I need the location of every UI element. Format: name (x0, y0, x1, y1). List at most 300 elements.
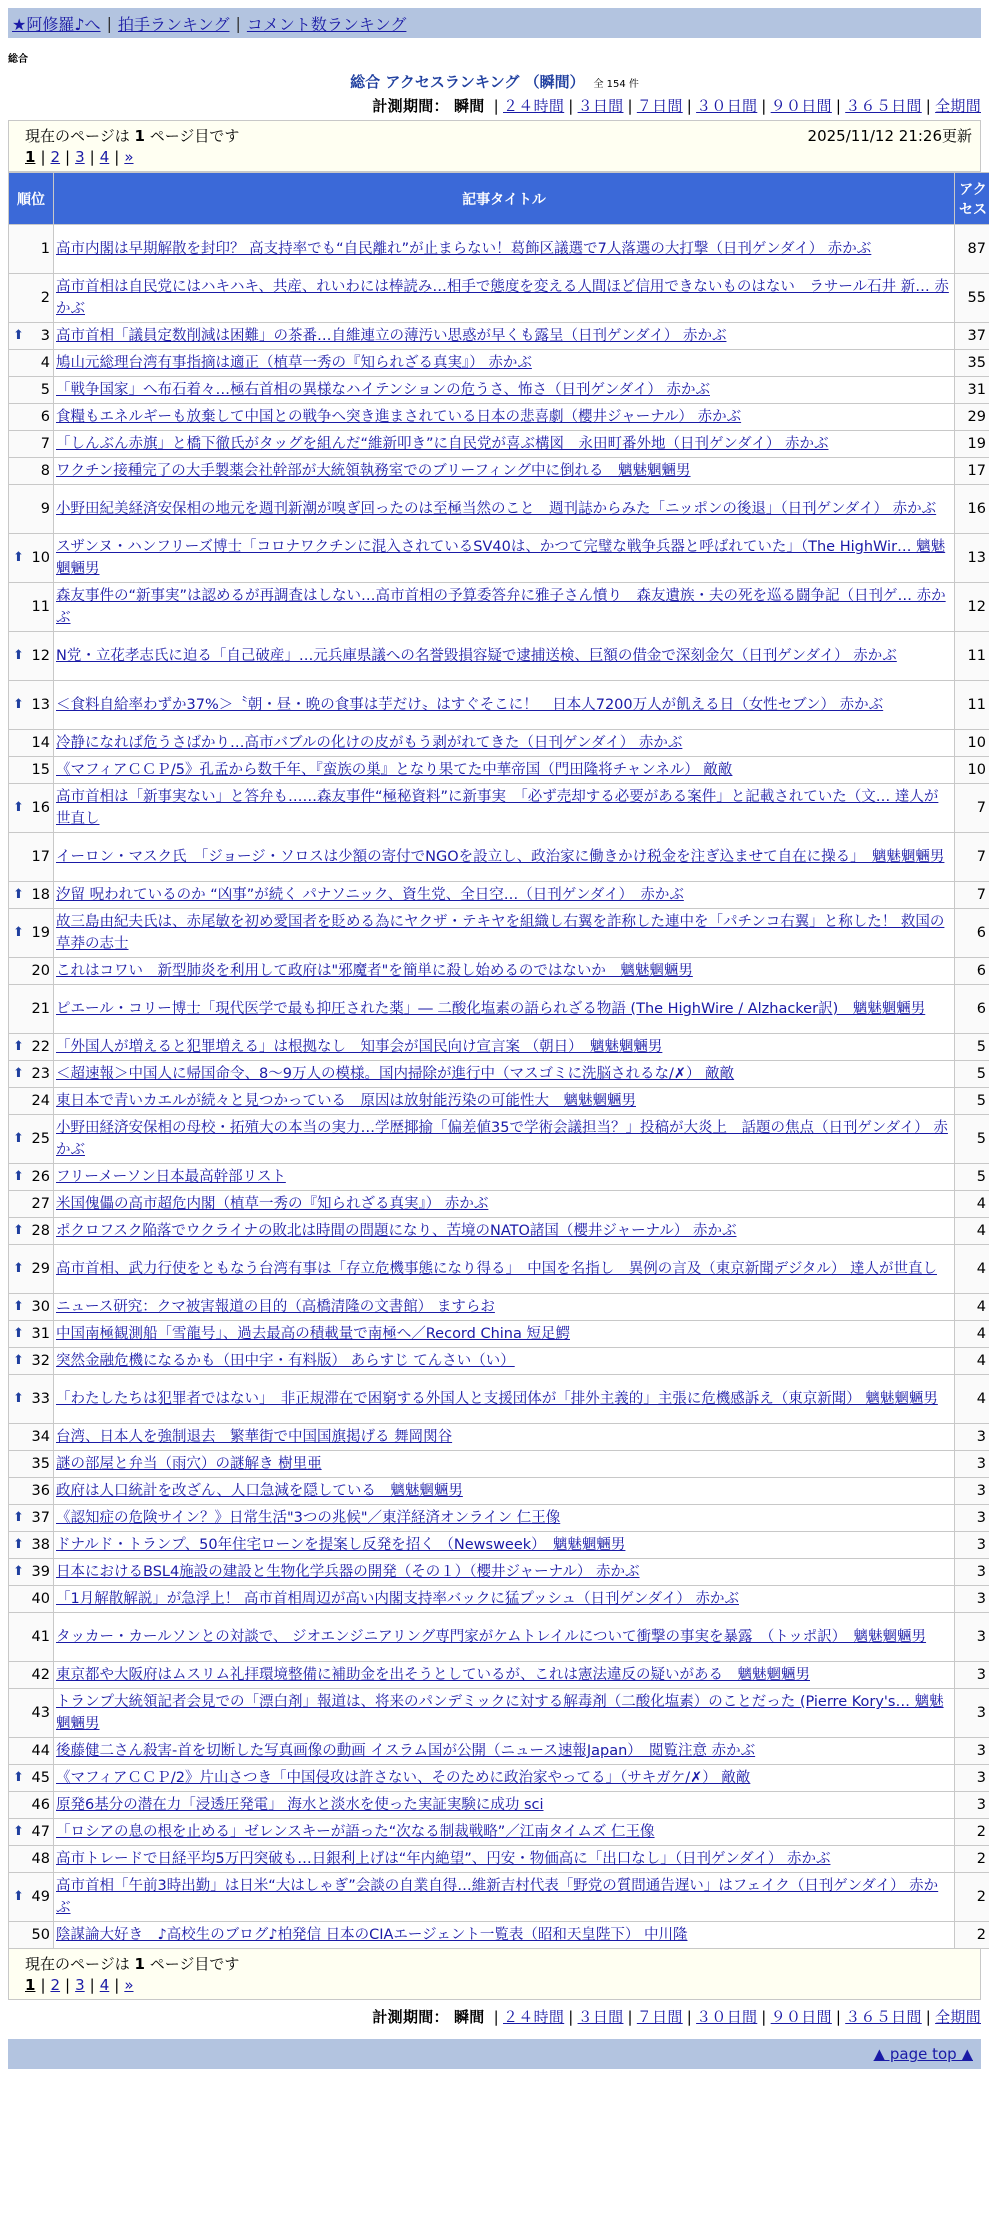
table-row (9, 350, 989, 377)
article-title-link[interactable]: 《マフィアＣＣＰ/5》孔孟から数千年、『蛮族の巣』となり果てた中華帝国（門田隆将チャンネル） 敵敵 (56, 762, 733, 778)
rank-up-arrow-icon: ⬆ (13, 1066, 24, 1081)
title-cell (54, 1218, 955, 1245)
title-cell (54, 1348, 955, 1375)
rank-number: 10 (31, 550, 50, 566)
rank-cell (9, 632, 54, 681)
rank-cell (9, 1191, 54, 1218)
footer-bar (8, 2039, 981, 2069)
rank-number: 20 (31, 963, 50, 979)
rank-up-arrow-icon: ⬆ (13, 1299, 24, 1314)
article-title-link[interactable]: イーロン・マスク氏 「ジョージ・ソロスは少額の寄付でNGOを設立し、政治家に働きかけ税金を注ぎ込ませて自在に操る」 魑魅魍魎男 (56, 849, 945, 865)
pagination-bottom (8, 1949, 981, 2000)
updated-timestamp: 2025/11/12 21:26更新 (807, 126, 972, 145)
period-separator: | (761, 97, 767, 115)
access-count-cell: 2 (955, 1846, 989, 1873)
title-cell (54, 1088, 955, 1115)
rank-up-arrow-icon: ⬆ (13, 648, 24, 663)
rank-cell (9, 1061, 54, 1088)
category-label: 総合 (8, 54, 28, 65)
article-title-link[interactable]: 東京都や大阪府はムスリム礼拝環境整備に補助金を出そうとしているが、これは憲法違反の疑いがある 魑魅魍魎男 (56, 1667, 810, 1683)
rank-number: 44 (31, 1743, 50, 1759)
rank-number: 45 (31, 1770, 50, 1786)
article-title-link[interactable]: スザンヌ・ハンフリーズ博士「コロナワクチンに混入されているSV40は、かつて完璧な戦争兵器と呼ばれていた」（The HighWir… 魑魅魍魎男 (56, 539, 946, 577)
access-count-cell: 5 (955, 1115, 989, 1164)
rank-cell (9, 1294, 54, 1321)
article-title-link[interactable]: トランプ大統領記者会見での「漂白剤」報道は、将来のパンデミックに対する解毒剤（二酸化塩素）のことだった (Pierre Kory's… 魑魅魍魎男 (56, 1694, 944, 1732)
rank-cell (9, 1792, 54, 1819)
rank-number: 13 (31, 697, 50, 713)
period-separator: | (925, 2008, 932, 2026)
title-cell (54, 1294, 955, 1321)
title-cell (54, 1765, 955, 1792)
article-title-link[interactable]: 原発6基分の潜在力「浸透圧発電」 海水と淡水を使った実証実験に成功 sci (56, 1797, 544, 1813)
rank-cell (9, 1846, 54, 1873)
article-title-link[interactable]: 高市首相、武力行使をともなう台湾有事は「存立危機事態になり得る」 中国を名指し 異例の言及（東京新聞デジタル） 達人が世直し (56, 1261, 937, 1277)
rank-number: 6 (40, 409, 50, 425)
rank-cell (9, 1218, 54, 1245)
title-cell (54, 1922, 955, 1949)
table-row (9, 1559, 989, 1586)
table-row (9, 757, 989, 784)
table-row (9, 431, 989, 458)
rank-cell (9, 730, 54, 757)
table-row (9, 1586, 989, 1613)
title-cell (54, 1034, 955, 1061)
table-row (9, 1478, 989, 1505)
article-title-link[interactable]: 「ロシアの息の根を止める」ゼレンスキーが語った“次なる制裁戦略”／江南タイムズ 仁王像 (56, 1824, 655, 1840)
article-title-link[interactable]: ピエール・コリー博士「現代医学で最も抑圧された薬」― 二酸化塩素の語られざる物語 (The HighWire / Alzhacker訳) 魑魅魍魎男 (56, 1001, 926, 1017)
article-title-link[interactable]: ドナルド・トランプ、50年住宅ローンを提案し反発を招く （Newsweek） 魑魅魍魎男 (56, 1537, 626, 1553)
access-count-cell: 3 (955, 1613, 989, 1662)
table-row (9, 485, 989, 534)
rank-cell (9, 1738, 54, 1765)
article-title-link[interactable]: 「外国人が増えると犯罪増える」は根拠なし 知事会が国民向け宣言案 （朝日） 魑魅魍魎男 (56, 1039, 663, 1055)
access-count-cell: 3 (955, 1662, 989, 1689)
period-link[interactable]: ９０日間 (770, 97, 832, 115)
page-top-link[interactable]: ▲ page top ▲ (873, 2045, 973, 2063)
page-link[interactable]: 2 (50, 1976, 61, 1994)
table-row (9, 1034, 989, 1061)
nav-separator: | (106, 13, 112, 33)
rank-cell (9, 1613, 54, 1662)
table-row (9, 1873, 989, 1922)
table-row (9, 1191, 989, 1218)
article-title-link[interactable]: フリーメーソン日本最高幹部リスト (56, 1169, 286, 1185)
period-link[interactable]: ３日間 (577, 97, 624, 115)
table-row (9, 1532, 989, 1559)
rank-cell (9, 1088, 54, 1115)
period-separator: | (493, 2008, 499, 2026)
article-title-link[interactable]: ワクチン接種完了の大手製薬会社幹部が大統領執務室でのブリーフィング中に倒れる 魑魅魍魎男 (56, 463, 691, 479)
period-separator: | (686, 2008, 693, 2026)
article-title-link[interactable]: 後藤健二さん殺害-首を切断した写真画像の動画 イスラム国が公開（ニュース速報Japan） 閲覧注意 赤かぶ (56, 1743, 756, 1759)
access-count-cell: 31 (955, 377, 989, 404)
period-link[interactable]: ２４時間 (503, 2008, 565, 2026)
rank-cell (9, 1348, 54, 1375)
title-cell (54, 534, 955, 583)
period-link[interactable]: ３６５日間 (845, 97, 922, 115)
table-row (9, 632, 989, 681)
title-cell (54, 485, 955, 534)
clap-ranking-link[interactable]: 拍手ランキング (117, 14, 230, 34)
article-title-link[interactable]: これはコワい 新型肺炎を利用して政府は"邪魔者"を簡単に殺し始めるのではないか 魑魅魍魎男 (56, 963, 693, 979)
rank-cell (9, 1375, 54, 1424)
period-separator: | (686, 97, 693, 115)
article-title-link[interactable]: 高市首相「議員定数削減は困難」の茶番…自維連立の薄汚い思惑が早くも露呈（日刊ゲンダイ） 赤かぶ (56, 328, 727, 344)
title-cell (54, 1191, 955, 1218)
table-row (9, 1689, 989, 1738)
table-row (9, 274, 989, 323)
rank-number: 1 (40, 241, 50, 257)
period-link[interactable]: ３０日間 (696, 2008, 758, 2026)
rank-cell (9, 909, 54, 958)
period-link[interactable]: ７日間 (636, 97, 683, 115)
rank-up-arrow-icon: ⬆ (13, 1131, 24, 1146)
title-cell (54, 377, 955, 404)
access-count-cell: 3 (955, 1792, 989, 1819)
table-row (9, 225, 989, 274)
page-link[interactable]: 3 (75, 1976, 85, 1994)
period-link[interactable]: ９０日間 (770, 2008, 832, 2026)
table-row (9, 404, 989, 431)
article-title-link[interactable]: 高市内閣は早期解散を封印？ 高支持率でも“自民離れ”が止まらない！葛飾区議選で7人落選の大打撃（日刊ゲンダイ） 赤かぶ (56, 241, 872, 257)
article-title-link[interactable]: 「1月解散解説」が急浮上！ 高市首相周辺が高い内閣支持率バックに猛プッシュ（日刊ゲンダイ） 赤かぶ (56, 1591, 739, 1607)
access-count-cell: 6 (955, 958, 989, 985)
article-title-link[interactable]: 日本におけるBSL4施設の建設と生物化学兵器の開発（その１）（櫻井ジャーナル） 赤かぶ (56, 1564, 640, 1580)
period-separator: | (835, 2008, 842, 2026)
article-title-link[interactable]: 「戦争国家」へ布石着々…極右首相の異様なハイテンションの危うさ、怖さ（日刊ゲンダイ） 赤かぶ (56, 382, 710, 398)
title-cell (54, 1115, 955, 1164)
title-cell (54, 958, 955, 985)
article-title-link[interactable]: 故三島由紀夫氏は、赤尾敏を初め愛国者を貶める為にヤクザ・テキヤを組織し右翼を詐称した連中を「パチンコ右翼」と称した！ 救国の草莽の志士 (56, 914, 945, 952)
rank-number: 21 (31, 1001, 50, 1017)
article-title-link[interactable]: 鳩山元総理台湾有事指摘は適正（植草一秀の『知られざる真実』） 赤かぶ (56, 355, 532, 371)
table-row (9, 1321, 989, 1348)
access-count-cell: 10 (955, 757, 989, 784)
access-count-cell: 11 (955, 632, 989, 681)
page-link[interactable]: 2 (50, 148, 61, 166)
table-row (9, 1505, 989, 1532)
rank-cell (9, 882, 54, 909)
article-title-link[interactable]: ニュース研究：クマ被害報道の目的（高橋清隆の文書館） ますらお (56, 1299, 495, 1315)
article-title-link[interactable]: 「わたしたちは犯罪者ではない」 非正規滞在で困窮する外国人と支援団体が「排外主義的」主張に危機感訴え（東京新聞） 魑魅魍魎男 (56, 1391, 938, 1407)
access-count-cell: 3 (955, 1505, 989, 1532)
title-cell (54, 404, 955, 431)
rank-up-arrow-icon: ⬆ (13, 1391, 24, 1406)
table-row (9, 1218, 989, 1245)
page-link[interactable]: 4 (99, 1976, 110, 1994)
access-count-cell: 3 (955, 1765, 989, 1792)
access-count-cell: 87 (955, 225, 989, 274)
rank-number: 35 (31, 1456, 50, 1472)
rank-number: 12 (31, 648, 50, 664)
access-count-cell: 5 (955, 1164, 989, 1191)
access-count-cell: 16 (955, 485, 989, 534)
rank-up-arrow-icon: ⬆ (13, 1564, 24, 1579)
article-title-link[interactable]: ＜超速報＞中国人に帰国命令、8～9万人の模様。国内掃除が進行中（マスゴミに洗脳されるな/✗） 敵敵 (56, 1066, 735, 1082)
period-selector-bottom (0, 2006, 981, 2027)
page-separator: | (40, 148, 46, 166)
rank-up-arrow-icon: ⬆ (13, 550, 24, 565)
access-count-cell: 6 (955, 985, 989, 1034)
rank-number: 27 (31, 1196, 50, 1212)
table-row (9, 1088, 989, 1115)
rank-up-arrow-icon: ⬆ (13, 1537, 24, 1552)
access-count-cell: 37 (955, 323, 989, 350)
title-cell (54, 225, 955, 274)
article-title-link[interactable]: 台湾、日本人を強制退去 繁華街で中国国旗掲げる 舞岡関谷 (56, 1429, 453, 1445)
rank-number: 47 (31, 1824, 50, 1840)
rank-up-arrow-icon: ⬆ (13, 925, 24, 940)
page-separator: | (114, 148, 120, 166)
access-count-cell: 12 (955, 583, 989, 632)
table-row (9, 1819, 989, 1846)
rank-number: 14 (31, 735, 50, 751)
page-link-current: 1 (25, 148, 36, 166)
rank-cell (9, 681, 54, 730)
period-separator: | (627, 2008, 633, 2026)
article-title-link[interactable]: 汐留 呪われているのか “凶事”が続く パナソニック、資生党、全日空…（日刊ゲンダイ） 赤かぶ (56, 887, 684, 903)
access-count-cell: 3 (955, 1559, 989, 1586)
title-cell (54, 1559, 955, 1586)
title-cell (54, 583, 955, 632)
article-title-link[interactable]: 《認知症の危険サイン？》日常生活"3つの兆候"／東洋経済オンライン 仁王像 (56, 1510, 561, 1526)
article-title-link[interactable]: 高市首相「午前3時出勤」は日米“大はしゃぎ”会談の自業自得…維新吉村代表「野党の質問通告遅い」はフェイク（日刊ゲンダイ） 赤かぶ (56, 1878, 939, 1916)
table-row (9, 377, 989, 404)
rank-number: 9 (40, 501, 50, 517)
rank-number: 48 (31, 1851, 50, 1867)
article-title-link[interactable]: 高市首相は「新事実ない」と答弁も……森友事件“極秘資料”に新事実 「必ず売却する必要がある案件」と記載されていた（文… 達人が世直し (56, 789, 939, 827)
rank-number: 36 (31, 1483, 50, 1499)
table-row (9, 1792, 989, 1819)
article-title-link[interactable]: ポクロフスク陥落でウクライナの敗北は時間の問題になり、苦境のNATO諸国（櫻井ジャーナル） 赤かぶ (56, 1223, 737, 1239)
page-separator: | (65, 1976, 71, 1994)
period-current: 瞬間 (453, 97, 485, 115)
rank-number: 19 (31, 925, 50, 941)
next-page-link[interactable]: » (124, 148, 134, 166)
page-link[interactable]: 3 (75, 148, 85, 166)
rank-up-arrow-icon: ⬆ (13, 1223, 24, 1238)
table-row (9, 1662, 989, 1689)
current-page-text: 現在のページは 1 ページ目です (25, 126, 240, 145)
rank-number: 50 (31, 1927, 50, 1943)
rank-cell (9, 1559, 54, 1586)
title-cell (54, 909, 955, 958)
article-title-link[interactable]: 《マフィアＣＣＰ/2》片山さつき「中国侵攻は許さない、そのために政治家やってる」（サキガケ/✗） 敵敵 (56, 1770, 751, 1786)
access-count-cell: 3 (955, 1451, 989, 1478)
period-link[interactable]: ３０日間 (696, 97, 758, 115)
period-separator: | (493, 97, 499, 115)
table-row (9, 534, 989, 583)
period-separator: | (627, 97, 633, 115)
period-link[interactable]: 全期間 (935, 97, 981, 115)
access-count-cell: 29 (955, 404, 989, 431)
title-cell (54, 1846, 955, 1873)
table-row (9, 882, 989, 909)
title-cell (54, 1586, 955, 1613)
article-title-link[interactable]: タッカー・カールソンとの対談で、 ジオエンジニアリング専門家がケムトレイルについて衝撃の事実を暴露 （トッポ訳） 魑魅魍魎男 (56, 1629, 927, 1645)
page-separator: | (40, 1976, 46, 1994)
article-title-link[interactable]: 冷静になれば危うさばかり…高市バブルの化けの皮がもう剥がれてきた（日刊ゲンダイ） 赤かぶ (56, 735, 683, 751)
rank-number: 29 (31, 1261, 50, 1277)
current-page-text: 現在のページは 1 ページ目です (25, 1954, 240, 1973)
table-row (9, 1738, 989, 1765)
access-count-cell: 5 (955, 1088, 989, 1115)
table-row (9, 1294, 989, 1321)
table-row (9, 1765, 989, 1792)
article-title-link[interactable]: 森友事件の“新事実”は認めるが再調査はしない…高市首相の予算委答弁に雅子さん憤り 森友遺族・夫の死を巡る闘争記（日刊ゲ… 赤かぶ (56, 588, 946, 626)
access-count-cell: 19 (955, 431, 989, 458)
access-count-cell: 55 (955, 274, 989, 323)
article-title-link[interactable]: 「しんぶん赤旗」と橋下徹氏がタッグを組んだ“維新叩き”に自民党が喜ぶ構図 永田町番外地（日刊ゲンダイ） 赤かぶ (56, 436, 829, 452)
period-label: 計測期間： (372, 97, 449, 115)
rank-cell (9, 350, 54, 377)
article-title-link[interactable]: 高市トレードで日経平均5万円突破も…日銀利上げは“年内絶望”、円安・物価高に「出口なし」（日刊ゲンダイ） 赤かぶ (56, 1851, 831, 1867)
rank-number: 30 (31, 1299, 50, 1315)
article-title-link[interactable]: 食糧もエネルギーも放棄して中国との戦争へ突き進まされている日本の悲喜劇（櫻井ジャーナル） 赤かぶ (56, 409, 742, 425)
title-cell (54, 350, 955, 377)
rank-number: 7 (40, 436, 50, 452)
table-row (9, 1348, 989, 1375)
rank-number: 2 (40, 290, 50, 306)
next-page-link[interactable]: » (124, 1976, 134, 1994)
title-cell (54, 1061, 955, 1088)
rank-cell (9, 1164, 54, 1191)
title-cell (54, 458, 955, 485)
article-title-link[interactable]: 突然金融危機になるかも（田中宇・有料版） あらすじ てんさい（い） (56, 1353, 515, 1369)
article-title-link[interactable]: 謎の部屋と弁当（雨穴）の謎解き 樹里亜 (56, 1456, 322, 1472)
rank-number: 15 (31, 762, 50, 778)
period-link[interactable]: ３６５日間 (845, 2008, 922, 2026)
rank-cell (9, 1115, 54, 1164)
page-separator: | (114, 1976, 120, 1994)
article-title-link[interactable]: 中国南極観測船「雪龍号」、過去最高の積載量で南極へ／Record China 短足鰐 (56, 1326, 570, 1342)
title-cell (54, 1819, 955, 1846)
article-title-link[interactable]: ＜食料自給率わずか37%＞〝朝・昼・晩の食事は芋だけ〟はすぐそこに！ 日本人7200万人が飢える日（女性セブン） 赤かぶ (56, 697, 884, 713)
access-count-cell: 4 (955, 1191, 989, 1218)
rank-up-arrow-icon: ⬆ (13, 1353, 24, 1368)
period-separator: | (835, 97, 842, 115)
access-count-cell: 3 (955, 1478, 989, 1505)
rank-number: 37 (31, 1510, 50, 1526)
table-row (9, 784, 989, 833)
title-cell (54, 1505, 955, 1532)
article-title-link[interactable]: 東日本で青いカエルが続々と見つかっている 原因は放射能汚染の可能性大 魑魅魍魎男 (56, 1093, 636, 1109)
article-title-link[interactable]: N党・立花孝志氏に迫る「自己破産」…元兵庫県議への名誉毀損容疑で逮捕送検、巨額の借金で深刻金欠（日刊ゲンダイ） 赤かぶ (56, 648, 897, 664)
article-title-link[interactable]: 米国傀儡の高市超危内閣（植草一秀の『知られざる真実』） 赤かぶ (56, 1196, 489, 1212)
rank-number: 49 (31, 1889, 50, 1905)
access-count-cell: 5 (955, 1061, 989, 1088)
table-row (9, 1115, 989, 1164)
page-link-current: 1 (25, 1976, 36, 1994)
title-cell (54, 757, 955, 784)
period-link[interactable]: 全期間 (935, 2008, 981, 2026)
rank-up-arrow-icon: ⬆ (13, 328, 24, 343)
page-links (25, 1974, 972, 1996)
rank-up-arrow-icon: ⬆ (13, 1326, 24, 1341)
rank-cell (9, 1245, 54, 1294)
rank-number: 43 (31, 1705, 50, 1721)
title-cell (54, 1451, 955, 1478)
table-row (9, 1613, 989, 1662)
rank-cell (9, 1478, 54, 1505)
article-title-link[interactable]: 小野田経済安保相の母校・拓殖大の本当の実力…学歴揶揄「偏差値35で学術会議担当？」投稿が大炎上 話題の焦点（日刊ゲンダイ） 赤かぶ (56, 1120, 948, 1158)
title-cell (54, 1478, 955, 1505)
table-row (9, 1424, 989, 1451)
rank-cell (9, 485, 54, 534)
article-title-link[interactable]: 政府は人口統計を改ざん、人口急減を隠している 魑魅魍魎男 (56, 1483, 463, 1499)
rank-number: 31 (31, 1326, 50, 1342)
rank-number: 4 (40, 355, 50, 371)
title-cell (54, 1613, 955, 1662)
period-link[interactable]: ３日間 (577, 2008, 624, 2026)
title-cell (54, 1532, 955, 1559)
rank-cell (9, 323, 54, 350)
rank-number: 23 (31, 1066, 50, 1082)
rank-number: 18 (31, 887, 50, 903)
title-cell (54, 1164, 955, 1191)
access-count-cell: 6 (955, 909, 989, 958)
access-count-cell: 17 (955, 458, 989, 485)
access-count-cell: 3 (955, 1738, 989, 1765)
rank-up-arrow-icon: ⬆ (13, 1889, 24, 1904)
title-cell (54, 1375, 955, 1424)
rank-number: 11 (31, 599, 50, 615)
comment-ranking-link[interactable]: コメント数ランキング (246, 14, 407, 34)
access-count-cell: 3 (955, 1532, 989, 1559)
asyura-home-link[interactable]: ★阿修羅♪へ (12, 14, 101, 34)
rank-cell (9, 274, 54, 323)
rank-up-arrow-icon: ⬆ (13, 697, 24, 712)
access-count-cell: 7 (955, 833, 989, 882)
table-row (9, 458, 989, 485)
access-count-cell: 2 (955, 1922, 989, 1949)
title-cell (54, 1321, 955, 1348)
period-link[interactable]: ２４時間 (503, 97, 565, 115)
rank-cell (9, 985, 54, 1034)
rank-cell (9, 1765, 54, 1792)
rank-number: 46 (31, 1797, 50, 1813)
page-separator: | (89, 1976, 95, 1994)
rank-cell (9, 833, 54, 882)
rank-column-header: 順位 (9, 173, 54, 225)
rank-number: 39 (31, 1564, 50, 1580)
article-title-link[interactable]: 高市首相は自民党にはハキハキ、共産、れいわには棒読み…相手で態度を変える人間ほど信用できないものはない ラサール石井 新… 赤かぶ (56, 279, 949, 317)
table-row (9, 730, 989, 757)
rank-number: 17 (31, 849, 50, 865)
rank-cell (9, 534, 54, 583)
page-heading (0, 71, 989, 92)
page-link[interactable]: 4 (99, 148, 110, 166)
title-cell (54, 1424, 955, 1451)
page-title: 総合 アクセスランキング （瞬間） (350, 73, 585, 91)
period-link[interactable]: ７日間 (636, 2008, 683, 2026)
rank-cell (9, 1034, 54, 1061)
period-separator: | (568, 2008, 574, 2026)
rank-cell (9, 757, 54, 784)
access-count-cell: 10 (955, 730, 989, 757)
article-title-link[interactable]: 陰謀論大好き ♪高校生のブログ♪柏発信 日本のCIAエージェント一覧表（昭和天皇陛下） 中川隆 (56, 1927, 688, 1943)
title-column-header: 記事タイトル (54, 173, 955, 225)
title-cell (54, 1662, 955, 1689)
rank-up-arrow-icon: ⬆ (13, 887, 24, 902)
article-title-link[interactable]: 小野田紀美経済安保相の地元を週刊新潮が嗅ぎ回ったのは至極当然のこと 週刊誌からみた「ニッポンの後退」（日刊ゲンダイ） 赤かぶ (56, 501, 937, 517)
title-cell (54, 431, 955, 458)
rank-cell (9, 784, 54, 833)
access-count-cell: 35 (955, 350, 989, 377)
rank-number: 26 (31, 1169, 50, 1185)
access-column-header: アクセス (955, 173, 989, 225)
